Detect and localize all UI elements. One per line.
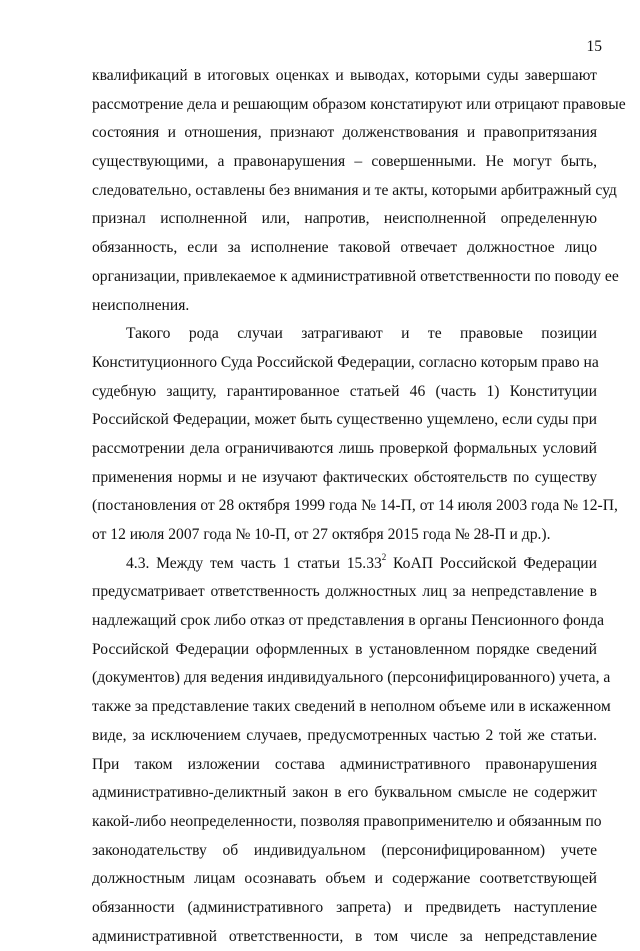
text-line: организации, привлекаемое к административной ответственности по поводу ее [92,267,619,285]
text-line: виде, за исключением случаев, предусмотренных частью 2 той же статьи. [92,726,597,744]
text-line: надлежащий срок либо отказ от представления в органы Пенсионного фонда [92,612,605,630]
text-line: следовательно, оставлены без внимания и те акты, которыми арбитражный суд [92,181,617,199]
document-body [92,62,626,951]
text-line: Российской Федерации, может быть существенно ущемлено, если суды при [92,411,597,429]
text-line: Российской Федерации оформленных в установленном порядке сведений [92,640,597,658]
paragraph-1 [92,62,626,320]
text-line: административно-деликтный закон в его буквальном смысле не содержит [92,784,597,802]
text-line: от 12 июля 2007 года № 10-П, от 27 октября 2015 года № 28-П и др.). [92,526,551,543]
article-superscript: 2 [381,551,387,562]
text-line: неисполнения. [92,296,190,314]
text-line: (документов) для ведения индивидуального (персонифицированного) учета, а [92,669,611,687]
text-line: Конституционного Суда Российской Федерации, согласно которым право на [92,353,599,371]
text-line: признал исполненной или, напротив, неисполненной определенную [92,210,597,228]
paragraph-3 [92,550,611,951]
text-line: рассмотрении дела ограничиваются лишь проверкой формальных условий [92,439,597,457]
text-line: законодательству об индивидуальном (персонифицированном) учете [92,841,597,859]
text-line: применения нормы и не изучают фактических обстоятельств по существу [92,468,597,486]
text-line: (постановления от 28 октября 1999 года № 14-П, от 14 июля 2003 года № 12-П, [92,497,618,515]
text-line: судебную защиту, гарантированное статьей 46 (часть 1) Конституции [92,382,597,400]
paragraph-2 [92,320,618,550]
text-line: обязанности (административного запрета) и предвидеть наступление [92,898,597,916]
text-line: квалификаций в итоговых оценках и выводах, которыми суды завершают [92,67,597,84]
text-line: существующими, а правонарушения – совершенными. Не могут быть, [92,153,597,171]
text-fragment: 4.3. Между тем часть 1 статьи 15.33 [126,554,382,572]
page-number: 15 [586,38,602,55]
text-line: также за представление таких сведений в неполном объеме или в искаженном [92,698,611,716]
text-line: При таком изложении состава административного правонарушения [92,755,597,773]
text-line: обязанность, если за исполнение таковой отвечает должностное лицо [92,239,597,257]
text-line: предусматривает ответственность должностных лиц за непредставление в [92,583,597,601]
text-fragment: КоАП Российской Федерации [386,554,597,572]
text-line: должностным лицам осознавать объем и содержание соответствующей [92,870,597,888]
text-line: рассмотрение дела и решающим образом констатируют или отрицают правовые [92,95,626,113]
text-line-with-superscript [92,550,597,579]
text-line: какой-либо неопределенности, позволяя правоприменителю и обязанным по [92,812,602,830]
text-line: Такого рода случаи затрагивают и те правовые позиции [126,325,597,343]
text-line: состояния и отношения, признают долженствования и правопритязания [92,124,597,142]
text-line: административной ответственности, в том числе за непредставление [92,927,597,945]
